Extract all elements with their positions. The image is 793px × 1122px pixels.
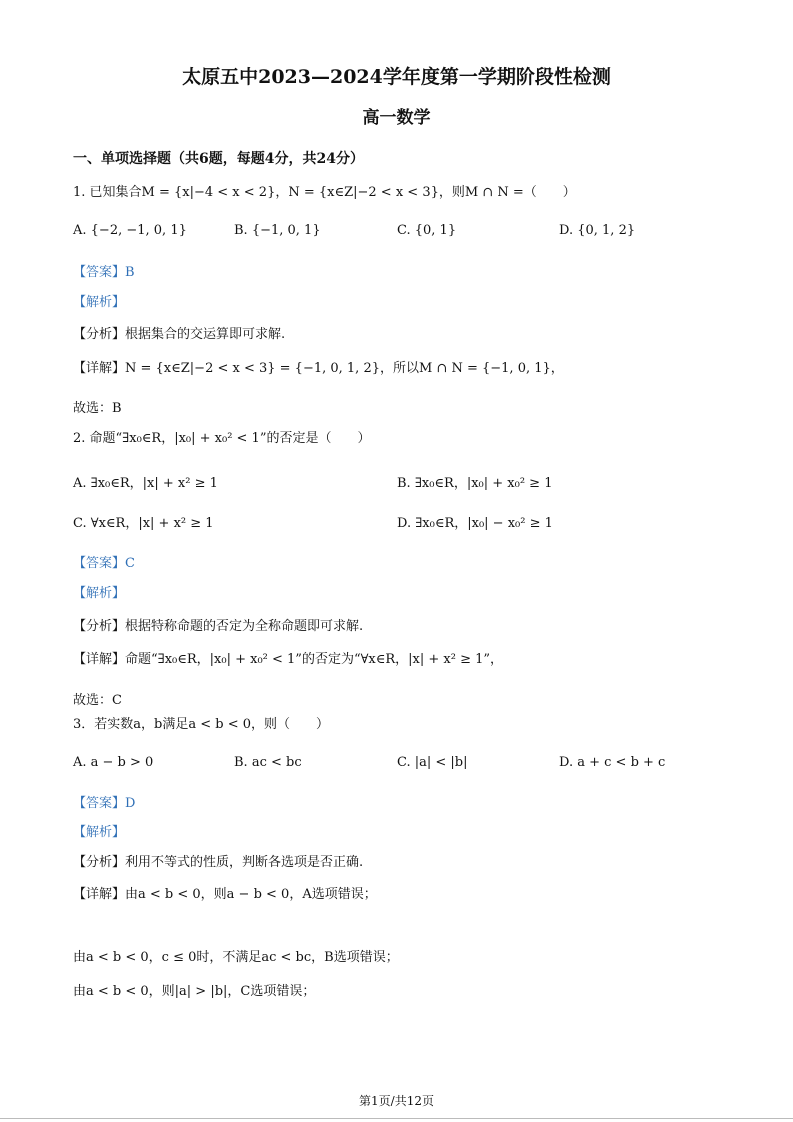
q3-jiexi: 【解析】 <box>73 825 126 840</box>
q3-analysis-c: 由a < b < 0，则|a| > |b|，C选项错误； <box>73 984 316 999</box>
q2-option-b: B. ∃x₀∈R，|x₀| + x₀² ≥ 1 <box>397 476 553 491</box>
exam-title: 太原五中2023—2024学年度第一学期阶段性检测 <box>182 66 611 88</box>
q3-analysis-b: 由a < b < 0，c ≤ 0时，不满足ac < bc，B选项错误； <box>73 950 399 965</box>
q1-option-c: C. {0, 1} <box>397 223 457 238</box>
section-heading: 一、单项选择题（共6题，每题4分，共24分） <box>73 151 364 167</box>
q3-option-c: C. |a| < |b| <box>397 755 468 770</box>
page-footer: 第1页/共12页 <box>359 1094 434 1108</box>
q2-xiangjie: 【详解】命题“∃x₀∈R，|x₀| + x₀² < 1”的否定为“∀x∈R，|x| + x² ≥ 1”， <box>73 652 504 667</box>
q1-choose: 故选：B <box>73 401 122 416</box>
q1-xiangjie: 【详解】N = {x∈Z|−2 < x < 3} = {−1, 0, 1, 2}，所以M ∩ N = {−1, 0, 1}， <box>73 361 564 376</box>
q2-option-c: C. ∀x∈R，|x| + x² ≥ 1 <box>73 516 214 531</box>
q3-option-b: B. ac < bc <box>234 755 302 770</box>
q1-jiexi: 【解析】 <box>73 295 126 310</box>
q1-stem: 1. 已知集合M = {x|−4 < x < 2}，N = {x∈Z|−2 < x < 3}，则M ∩ N =（ ） <box>73 185 576 200</box>
q1-option-d: D. {0, 1, 2} <box>559 223 636 238</box>
q3-stem: 3．若实数a，b满足a < b < 0，则（ ） <box>73 717 330 732</box>
q1-option-b: B. {−1, 0, 1} <box>234 223 321 238</box>
q2-fenxi: 【分析】根据特称命题的否定为全称命题即可求解. <box>73 619 364 634</box>
q3-answer: 【答案】D <box>73 796 136 811</box>
q3-fenxi: 【分析】利用不等式的性质，判断各选项是否正确. <box>73 855 364 870</box>
exam-subtitle: 高一数学 <box>362 108 431 128</box>
q3-xiangjie: 【详解】由a < b < 0，则a − b < 0，A选项错误； <box>73 887 377 902</box>
q1-answer: 【答案】B <box>73 265 135 280</box>
q1-fenxi: 【分析】根据集合的交运算即可求解. <box>73 327 286 342</box>
q3-option-d: D. a + c < b + c <box>559 755 666 770</box>
q2-stem: 2. 命题“∃x₀∈R，|x₀| + x₀² < 1”的否定是（ ） <box>73 431 371 446</box>
q2-option-a: A. ∃x₀∈R，|x| + x² ≥ 1 <box>73 476 218 491</box>
q2-choose: 故选：C <box>73 693 122 708</box>
q1-option-a: A. {−2, −1, 0, 1} <box>73 223 187 238</box>
q2-option-d: D. ∃x₀∈R，|x₀| − x₀² ≥ 1 <box>397 516 553 531</box>
q2-jiexi: 【解析】 <box>73 586 126 601</box>
q2-answer: 【答案】C <box>73 556 135 571</box>
bottom-divider <box>0 1118 793 1119</box>
q3-option-a: A. a − b > 0 <box>73 755 154 770</box>
